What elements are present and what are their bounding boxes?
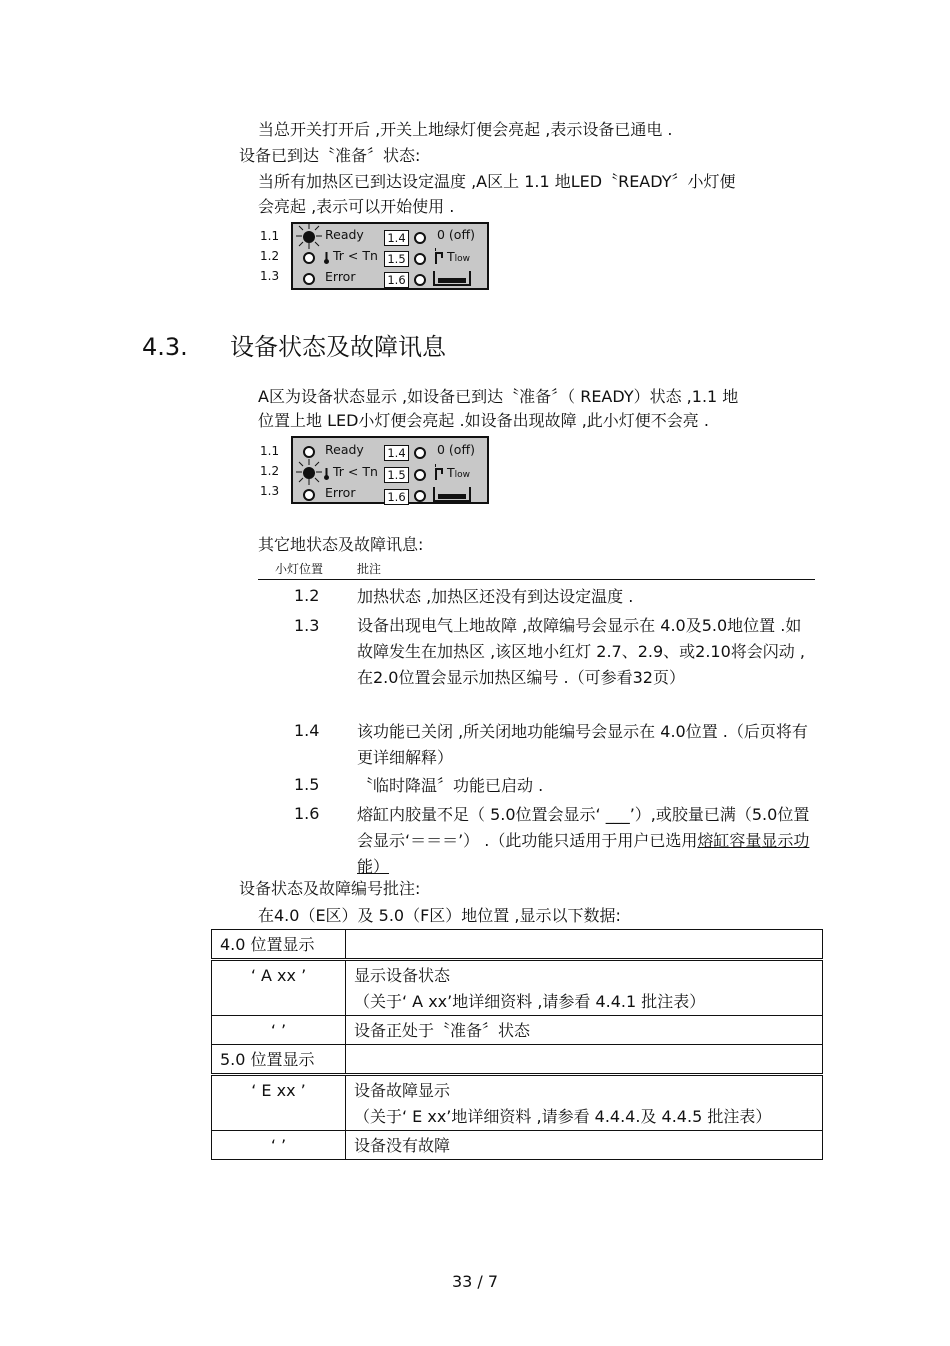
table-row [212, 960, 823, 1016]
intro-line-2: 设备已到达〝准备〞状态: [239, 146, 421, 165]
tlow-label [447, 463, 470, 485]
table-row [212, 1016, 823, 1045]
note-text-main: 熔缸内胶量不足（ 5.0位置会显示‘ ___’）,或胶量已满（5.0位置会显示‘＝＝＝’） .（此功能只适用于用户已选用 [357, 805, 810, 850]
error-label: Error [325, 269, 356, 284]
off-led [414, 447, 426, 459]
codes-title: 设备状态及故障编号批注: [239, 879, 421, 898]
level-led [414, 490, 426, 502]
led-panel-heating [291, 436, 489, 504]
box-1-5: 1.5 [384, 467, 409, 483]
note-text: 设备出现电气上地故障 ,故障编号会显示在 4.0及5.0地位置 .如故障发生在加热区 ,该区地小红灯 2.7、2.9、或2.10将会闪动 ,在2.0位置会显示加热区编号 .（可参看32页） [357, 616, 805, 687]
note-text: 该功能已关闭 ,所关闭地功能编号会显示在 4.0位置 .（后页将有更详细解释） [357, 722, 808, 767]
row-label: 1.1 [260, 229, 280, 243]
note-text-underlined: 熔缸容量显示功能） [357, 831, 810, 876]
note-position: 1.4 [294, 721, 320, 740]
tlow-thermometer-icon [434, 464, 444, 480]
temp-led [303, 467, 315, 479]
intro-line-1: 当总开关打开后 ,开关上地绿灯便会亮起 ,表示设备已通电 . [258, 120, 673, 139]
off-label: 0 (off) [437, 442, 475, 457]
tlow-thermometer-icon [434, 248, 444, 264]
note-text [357, 802, 817, 880]
section-row-4-0 [212, 930, 823, 960]
melt-level-icon [433, 269, 471, 287]
box-1-4: 1.4 [384, 445, 409, 461]
thermometer-icon [323, 467, 330, 481]
section-title: 设备状态及故障讯息 [230, 333, 446, 361]
off-label: 0 (off) [437, 227, 475, 242]
intro-line-4: 会亮起 ,表示可以开始使用 . [258, 197, 455, 216]
notes-title: 其它地状态及故障讯息: [258, 535, 424, 554]
table-row [212, 1075, 823, 1131]
tlow-t: T [447, 249, 455, 264]
table-row [212, 1131, 823, 1160]
temp-led [303, 252, 315, 264]
panel1-row-labels [260, 226, 279, 286]
desc-cell: 设备正处于〝准备〞状态 [346, 1016, 823, 1045]
codes-subtitle: 在4.0（E区）及 5.0（F区）地位置 ,显示以下数据: [258, 906, 621, 925]
note-text: 加热状态 ,加热区还没有到达设定温度 . [357, 587, 634, 606]
section-para-2: 位置上地 LED小灯便会亮起 .如设备出现故障 ,此小灯便不会亮 . [258, 411, 709, 430]
error-label: Error [325, 485, 356, 500]
tlow-sub: low [454, 470, 471, 480]
status-code-table [211, 929, 823, 1160]
note-position: 1.3 [294, 616, 320, 635]
row-label: 1.1 [260, 444, 280, 458]
box-1-6: 1.6 [384, 489, 409, 505]
note-position: 1.2 [294, 586, 320, 605]
box-1-4: 1.4 [384, 230, 409, 246]
desc-line: 显示设备状态 [354, 966, 451, 985]
thermometer-icon [323, 251, 330, 265]
section-row-5-0 [212, 1045, 823, 1075]
code-cell: ‘ A xx ’ [212, 960, 346, 1016]
ready-led [303, 446, 315, 458]
melt-level-icon [433, 485, 471, 503]
led-panel-ready [291, 222, 489, 290]
row-label: 1.3 [260, 269, 280, 283]
desc-cell [346, 1075, 823, 1131]
tlow-label [447, 247, 470, 269]
row-label: 1.2 [260, 249, 280, 263]
tlow-led [414, 253, 426, 265]
ready-label: Ready [325, 442, 364, 457]
row-label: 1.3 [260, 484, 280, 498]
off-led [414, 232, 426, 244]
desc-cell: 设备没有故障 [346, 1131, 823, 1160]
panel2-row-labels [260, 441, 279, 501]
section-empty [346, 1045, 823, 1075]
row-label: 1.2 [260, 464, 280, 478]
notes-col-position: 小灯位置 [275, 562, 324, 576]
box-1-6: 1.6 [384, 272, 409, 288]
section-label: 4.0 位置显示 [212, 930, 346, 960]
error-led [303, 489, 315, 501]
page-number: 33 / 7 [451, 1272, 499, 1291]
note-text: 〝临时降温〞功能已启动 . [357, 776, 544, 795]
tlow-t: T [447, 465, 455, 480]
ready-label: Ready [325, 227, 364, 242]
desc-line: （关于‘ E xx’地详细资料 ,请参看 4.4.4.及 4.4.5 批注表） [354, 1107, 772, 1126]
desc-line: （关于‘ A xx’地详细资料 ,请参看 4.4.1 批注表） [354, 992, 706, 1011]
box-1-5: 1.5 [384, 251, 409, 267]
level-led [414, 274, 426, 286]
tlow-sub: low [454, 254, 471, 264]
notes-col-note: 批注 [357, 562, 382, 576]
note-position: 1.6 [294, 804, 320, 823]
section-label: 5.0 位置显示 [212, 1045, 346, 1075]
code-cell: ‘ ’ [212, 1131, 346, 1160]
note-position: 1.5 [294, 775, 320, 794]
section-empty [346, 930, 823, 960]
tlow-led [414, 469, 426, 481]
ready-led [303, 231, 315, 243]
section-para-1: A区为设备状态显示 ,如设备已到达〝准备〞（ READY）状态 ,1.1 地 [258, 387, 739, 406]
code-cell: ‘ ’ [212, 1016, 346, 1045]
error-led [303, 273, 315, 285]
desc-line: 设备故障显示 [354, 1081, 451, 1100]
section-number: 4.3. [142, 333, 188, 361]
tr-tn-label: Tr < Tn [333, 248, 378, 263]
desc-cell [346, 960, 823, 1016]
code-cell: ‘ E xx ’ [212, 1075, 346, 1131]
intro-line-3: 当所有加热区已到达设定温度 ,A区上 1.1 地LED〝READY〞小灯便 [258, 172, 736, 191]
tr-tn-label: Tr < Tn [333, 464, 378, 479]
notes-header-rule [258, 579, 815, 580]
